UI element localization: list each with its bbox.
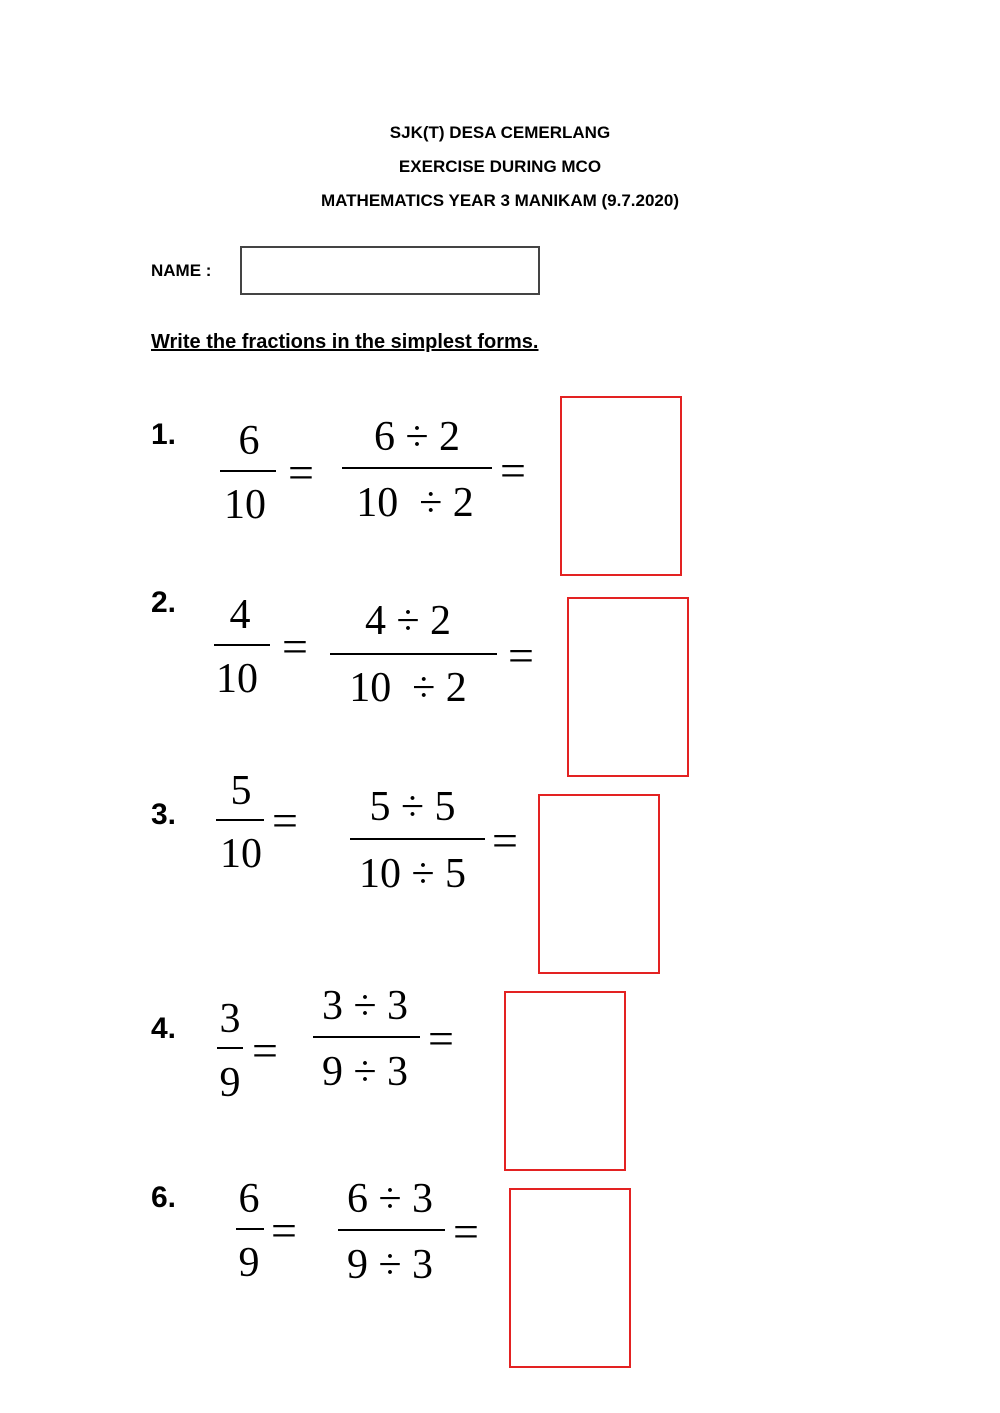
denominator: 10 xyxy=(220,831,262,877)
fraction-bar xyxy=(350,838,485,840)
subject-title: MATHEMATICS YEAR 3 MANIKAM (9.7.2020) xyxy=(321,191,679,210)
question-number: 1. xyxy=(151,418,177,451)
equals-sign: = xyxy=(453,1206,479,1257)
equals-sign: = xyxy=(428,1013,454,1064)
step-numerator: 5 ÷ 5 xyxy=(369,784,456,830)
fraction-bar xyxy=(216,819,264,821)
answer-box[interactable] xyxy=(509,1188,631,1368)
equals-sign: = xyxy=(272,795,298,846)
step-numerator: 3 ÷ 3 xyxy=(321,983,409,1029)
answer-box[interactable] xyxy=(538,794,660,974)
fraction-bar xyxy=(217,1047,243,1049)
denominator: 9 xyxy=(238,1240,260,1286)
fraction-bar xyxy=(236,1228,264,1230)
answer-box[interactable] xyxy=(504,991,626,1171)
name-label: NAME : xyxy=(151,261,212,280)
equals-sign: = xyxy=(252,1025,278,1076)
fraction-bar xyxy=(220,470,276,472)
equals-sign: = xyxy=(271,1205,297,1256)
question-number: 3. xyxy=(151,798,177,831)
question-number: 4. xyxy=(151,1012,177,1045)
exercise-title: EXERCISE DURING MCO xyxy=(398,157,602,176)
fraction-bar xyxy=(342,467,492,469)
step-denominator: 9 ÷ 3 xyxy=(321,1049,409,1095)
numerator: 6 xyxy=(238,1176,260,1222)
numerator: 6 xyxy=(238,418,260,464)
step-denominator: 10 ÷ 2 xyxy=(356,480,474,526)
question-number: 6. xyxy=(151,1181,177,1214)
numerator: 3 xyxy=(219,996,241,1042)
numerator: 4 xyxy=(229,592,251,638)
denominator: 10 xyxy=(216,656,258,702)
equals-sign: = xyxy=(500,445,526,496)
fraction-bar xyxy=(338,1229,445,1231)
name-input[interactable] xyxy=(240,246,540,295)
fraction-bar xyxy=(313,1036,420,1038)
question-number: 2. xyxy=(151,586,177,619)
instruction: Write the fractions in the simplest forms. xyxy=(151,331,539,353)
answer-box[interactable] xyxy=(567,597,689,777)
step-numerator: 6 ÷ 3 xyxy=(346,1176,434,1222)
fraction-bar xyxy=(330,653,497,655)
step-numerator: 4 ÷ 2 xyxy=(364,598,452,644)
answer-box[interactable] xyxy=(560,396,682,576)
step-denominator: 10 ÷ 2 xyxy=(349,665,467,711)
denominator: 10 xyxy=(224,482,266,528)
equals-sign: = xyxy=(492,815,518,866)
equals-sign: = xyxy=(508,630,534,681)
equals-sign: = xyxy=(288,447,314,498)
denominator: 9 xyxy=(219,1060,241,1106)
fraction-bar xyxy=(214,644,270,646)
step-numerator: 6 ÷ 2 xyxy=(373,414,461,460)
school-name: SJK(T) DESA CEMERLANG xyxy=(389,123,611,142)
equals-sign: = xyxy=(282,621,308,672)
step-denominator: 10 ÷ 5 xyxy=(358,851,467,897)
step-denominator: 9 ÷ 3 xyxy=(346,1242,434,1288)
numerator: 5 xyxy=(230,768,252,814)
